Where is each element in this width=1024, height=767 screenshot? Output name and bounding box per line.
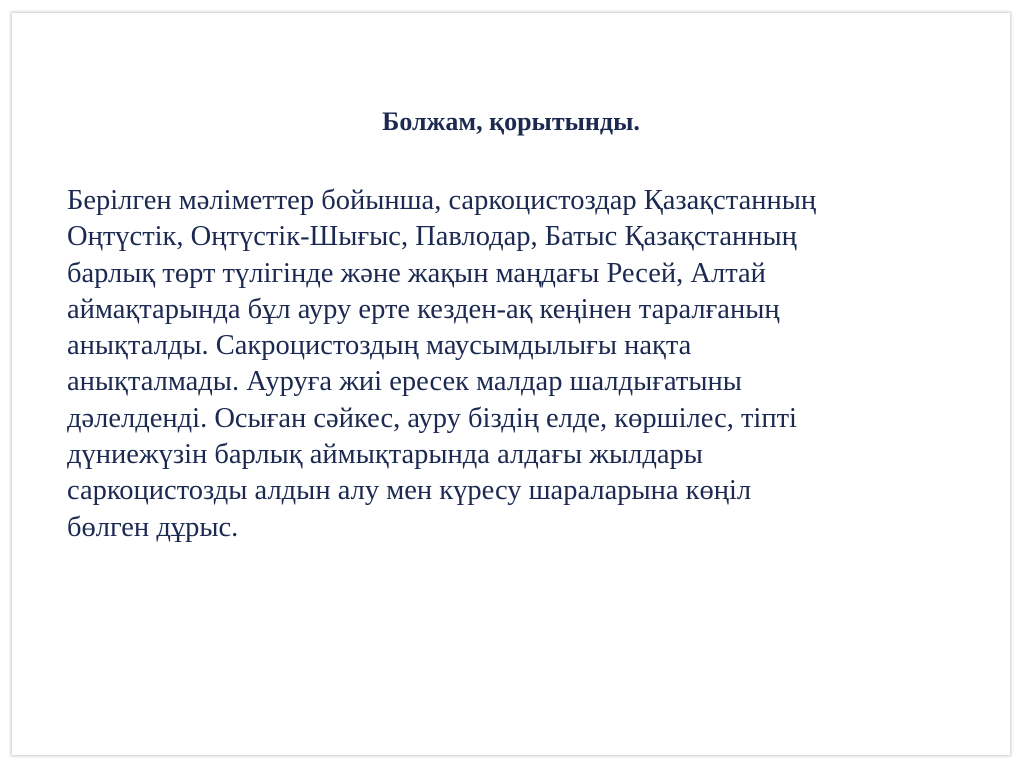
body-line-8: дүниежүзін барлық аймықтарында алдағы жылдары xyxy=(67,439,703,471)
body-line-6: анықталмады. Ауруға жиі ересек малдар шалдығатыны xyxy=(67,366,742,398)
slide-title: Болжам, қорытынды. xyxy=(382,107,640,136)
body-line-4: аймақтарында бұл ауру ерте кезден-ақ кеңінен таралғаның xyxy=(67,293,780,325)
body-line-7: дәлелденді. Осыған сәйкес, ауру біздің елде, көршілес, тіпті xyxy=(67,402,797,434)
body-line-10: бөлген дұрыс. xyxy=(67,511,239,543)
body-text xyxy=(67,183,987,546)
body-line-3: барлық төрт түлігінде және жақын маңдағы Ресей, Алтай xyxy=(67,257,766,289)
body-line-2: Оңтүстік, Оңтүстік-Шығыс, Павлодар, Батыс Қазақстанның xyxy=(67,221,797,253)
body-line-9: саркоцистозды алдын алу мен күресу шараларына көңіл xyxy=(67,475,752,507)
body-line-1: Берілген мәліметтер бойынша, саркоцистоздар Қазақстанның xyxy=(67,185,817,216)
slide xyxy=(12,13,1010,755)
body-line-5: анықталды. Сакроцистоздың маусымдылығы нақта xyxy=(67,330,692,362)
